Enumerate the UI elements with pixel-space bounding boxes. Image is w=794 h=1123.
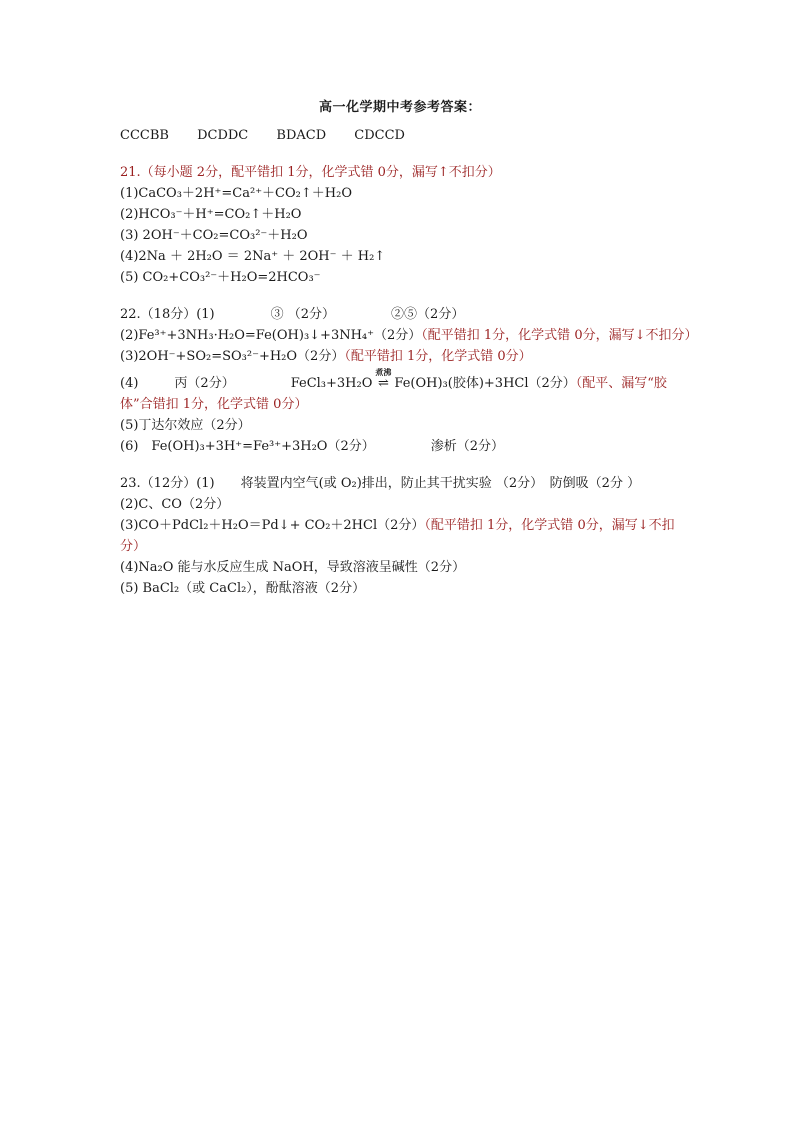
q22-line-5: (5)丁达尔效应（2分）: [120, 418, 251, 433]
q22-note-3: （配平错扣 1分，化学式错 0分）: [344, 349, 532, 364]
mc-group-3: BDACD: [276, 128, 327, 143]
multiple-choice-answers: [120, 125, 680, 146]
page-title: 高一化学期中考参考答案：: [318, 100, 481, 115]
q21-answer-1: (1)CaCO₃＋2H⁺=Ca²⁺＋CO₂↑＋H₂O: [120, 186, 352, 201]
mc-group-1: CCCBB: [120, 128, 169, 143]
q23-answer-3: (3)CO＋PdCl₂＋H₂O＝Pd↓+ CO₂＋2HCl（2分）: [120, 518, 425, 533]
q22-note-2: （配平错扣 1分，化学式错 0分，漏写↓不扣分）: [421, 328, 698, 343]
answer-sheet: [120, 96, 698, 599]
q21-answer-5: (5) CO₂+CO₃²⁻＋H₂O=2HCO₃⁻: [120, 270, 321, 285]
q23-note-3: （配平错扣 1分，化学式错 0分，漏写↓不扣分）: [120, 518, 675, 554]
q21-heading: 21.（每小题 2分，配平错扣 1分，化学式错 0分，漏写↑不扣分）: [120, 165, 501, 180]
q23-line-1: 23.（12分）(1) 将装置内空气(或 O₂)排出，防止其干扰实验 （2分） 防倒吸（2分 ）: [120, 476, 641, 491]
q23-line-3: [120, 515, 680, 557]
mc-group-4: CDCCD: [354, 128, 405, 143]
q23-line-2: (2)C、CO（2分）: [120, 497, 230, 512]
q22-answer-6b: 渗析（2分）: [430, 439, 505, 454]
q23-line-4: (4)Na₂O 能与水反应生成 NaOH，导致溶液呈碱性（2分）: [120, 560, 466, 575]
q22-line-1: [120, 304, 680, 325]
reversible-arrow-icon: ⇌: [377, 376, 389, 391]
q22-answer-2: (2)Fe³⁺+3NH₃·H₂O=Fe(OH)₃↓+3NH₄⁺（2分）: [120, 328, 422, 343]
q23-line-5: (5) BaCl₂（或 CaCl₂），酚酞溶液（2分）: [120, 581, 366, 596]
q22-equation-4-left: FeCl₃+3H₂O: [290, 376, 373, 391]
mc-group-2: DCDDC: [197, 128, 249, 143]
q22-answer-3: (3)2OH⁻+SO₂=SO₃²⁻+H₂O（2分）: [120, 349, 345, 364]
q22-note-4: （配平、漏写“胶体”合错扣 1分，化学式错 0分）: [120, 376, 667, 412]
reversible-heat-arrow: [372, 367, 394, 394]
q22-line-2: [120, 325, 698, 346]
heat-condition-label: 煮沸: [375, 367, 392, 377]
q22-heading: 22.（18分）(1): [120, 307, 215, 322]
q22-line-6: [120, 436, 680, 457]
q22-number-4: (4): [120, 376, 139, 391]
q22-answer-1a: ③ （2分）: [270, 307, 336, 322]
q21-answer-2: (2)HCO₃⁻＋H⁺=CO₂↑＋H₂O: [120, 207, 302, 222]
q22-line-3: [120, 346, 680, 367]
q22-line-4: [120, 367, 680, 415]
q21-answer-4: (4)2Na ＋ 2H₂O ＝ 2Na⁺ ＋ 2OH⁻ ＋ H₂↑: [120, 249, 386, 264]
q22-answer-1b: ②⑤（2分）: [391, 307, 465, 322]
q22-answer-6a: (6) Fe(OH)₃+3H⁺=Fe³⁺+3H₂O（2分）: [120, 439, 375, 454]
q22-equation-4-right: Fe(OH)₃(胶体)+3HCl（2分）: [394, 376, 576, 391]
q21-answer-3: (3) 2OH⁻＋CO₂=CO₃²⁻＋H₂O: [120, 228, 308, 243]
q22-answer-4: 丙（2分）: [174, 376, 235, 391]
